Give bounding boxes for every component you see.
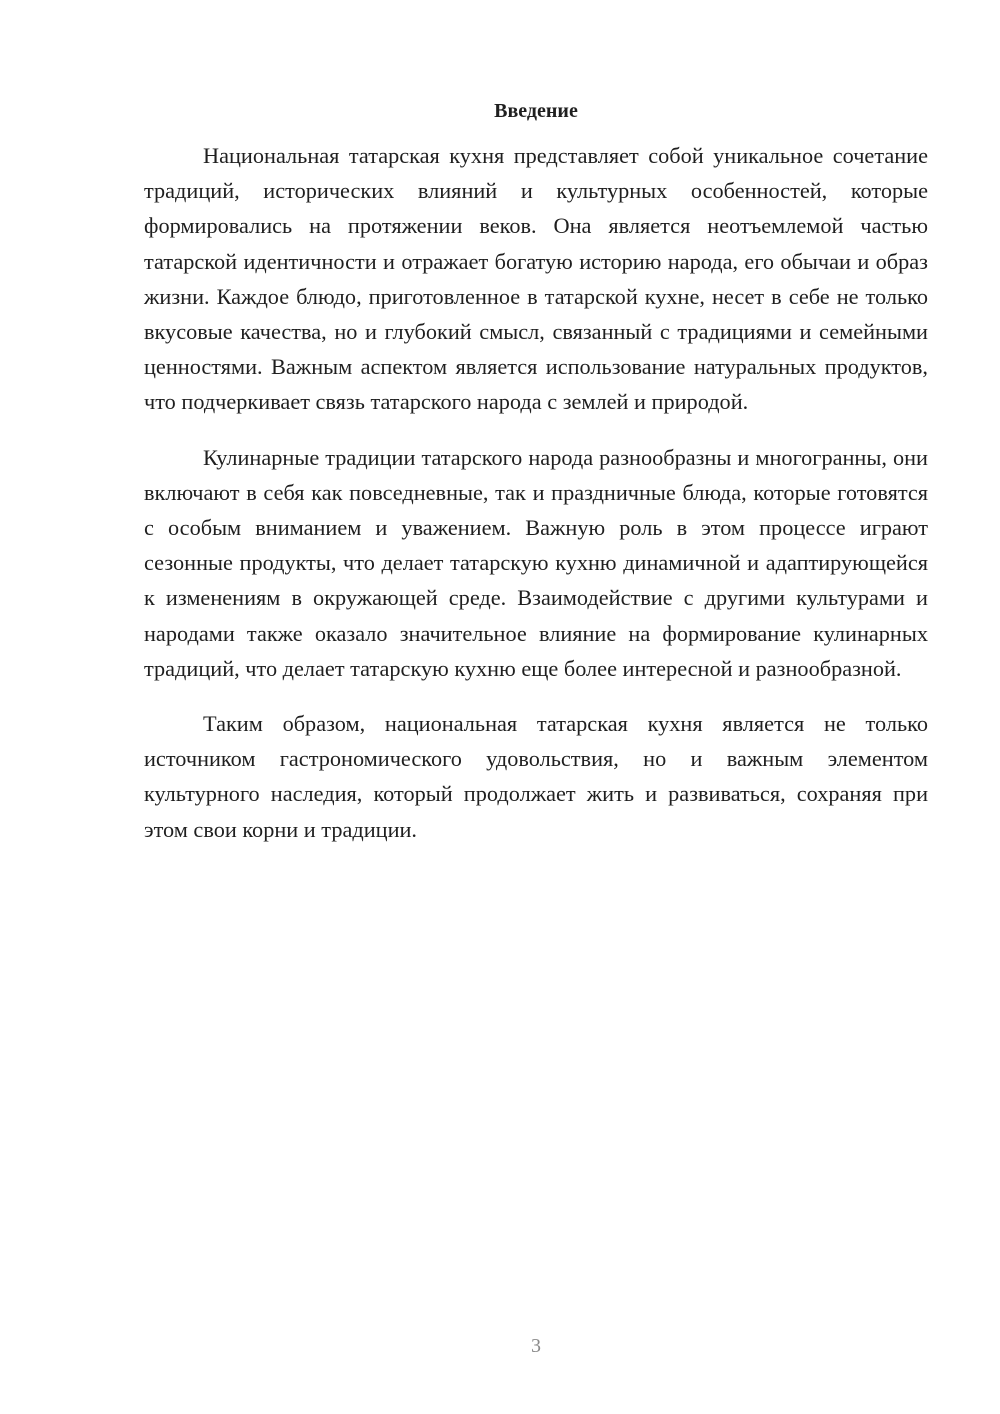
page-content	[144, 96, 928, 847]
page-number: 3	[531, 1335, 541, 1357]
paragraph-3: Таким образом, национальная татарская кухня является не только источником гастрономического удовольствия, но и важным элементом культурного наследия, который продолжает жить и развиваться, сохраняя при этом свои корни и традиции.	[144, 711, 928, 842]
section-title: Введение	[494, 100, 578, 122]
paragraph-2: Кулинарные традиции татарского народа разнообразны и многогранны, они включают в себя как повседневные, так и праздничные блюда, которые готовятся с особым вниманием и уважением. Важную роль в этом процессе играют сезонные продукты, что делает татарскую кухню динамичной и адаптирующейся к изменениям в окружающей среде. Взаимодействие с другими культурами и народами также оказало значительное влияние на формирование кулинарных традиций, что делает татарскую кухню еще более интересной и разнообразной.	[144, 444, 928, 681]
paragraph-1: Национальная татарская кухня представляет собой уникальное сочетание традиций, исторических влияний и культурных особенностей, которые формировались на протяжении веков. Она является неотъемлемой частью татарской идентичности и отражает богатую историю народа, его обычаи и образ жизни. Каждое блюдо, приготовленное в татарской кухне, несет в себе не только вкусовые качества, но и глубокий смысл, связанный с традициями и семейными ценностями. Важным аспектом является использование натуральных продуктов, что подчеркивает связь татарского народа с землей и природой.	[144, 143, 928, 415]
